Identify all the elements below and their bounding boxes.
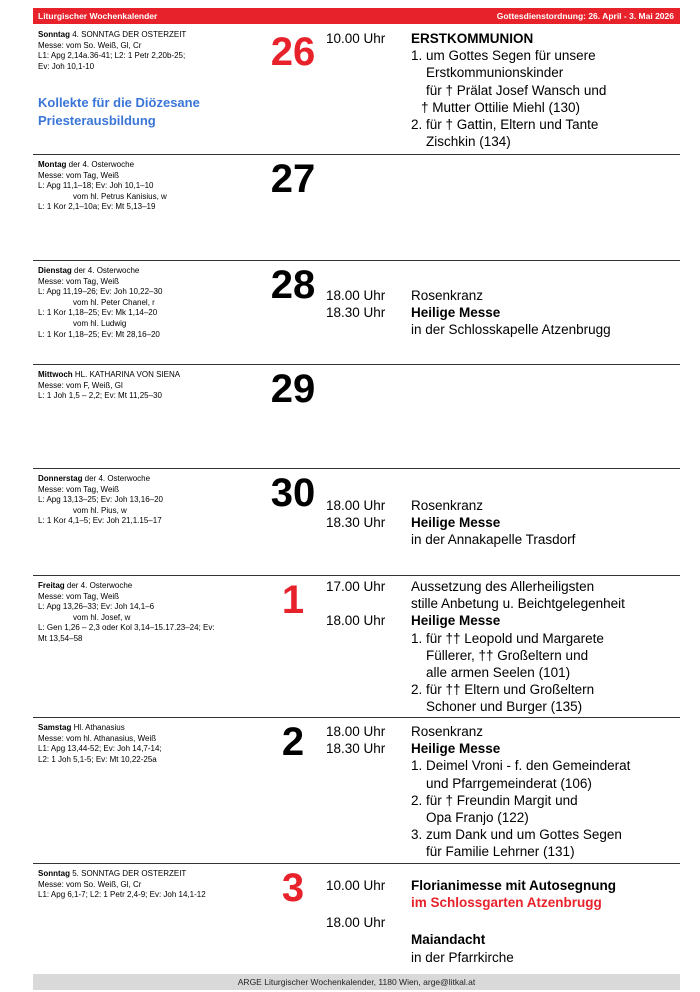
info-line: vom hl. Petrus Kanisius, w bbox=[73, 191, 167, 201]
event-line: Erstkommunionskinder bbox=[426, 65, 564, 81]
info-line: L2: 1 Joh 5,1-5; Ev: Mt 10,22-25a bbox=[38, 754, 157, 764]
info-line: Messe: vom hl. Athanasius, Weiß bbox=[38, 733, 157, 743]
info-line: L: 1 Kor 4,1–5; Ev: Joh 21,1.15–17 bbox=[38, 516, 162, 526]
day-number: 2 bbox=[281, 720, 305, 764]
event-line: 1. um Gottes Segen für unsere bbox=[411, 48, 596, 64]
time: 18.00 Uhr bbox=[326, 498, 386, 513]
info-line: Messe: vom F, Weiß, Gl bbox=[38, 380, 123, 390]
info-line: L: Apg 11,19–26; Ev: Joh 10,22–30 bbox=[38, 287, 163, 297]
day-number: 29 bbox=[270, 367, 316, 411]
info-line: Messe: vom Tag, Weiß bbox=[38, 170, 120, 180]
calendar-header bbox=[33, 8, 680, 24]
time: 18.00 Uhr bbox=[326, 288, 386, 303]
event-line: Opa Franjo (122) bbox=[426, 810, 529, 826]
time: 10.00 Uhr bbox=[326, 878, 386, 893]
weekday: Montag bbox=[38, 160, 67, 169]
weekday: Dienstag bbox=[38, 266, 72, 275]
liturgy-info bbox=[38, 474, 258, 527]
event-line: ERSTKOMMUNION bbox=[411, 31, 534, 46]
time: 18.00 Uhr bbox=[326, 613, 386, 629]
day-number: 30 bbox=[270, 471, 316, 515]
event-spacer bbox=[411, 911, 681, 931]
info-line: L: 1 Kor 2,1–10a; Ev: Mt 5,13–19 bbox=[38, 202, 156, 212]
times bbox=[326, 30, 385, 47]
liturgy-info bbox=[38, 723, 258, 765]
event-line: 2. für † Gattin, Eltern und Tante bbox=[411, 117, 599, 133]
time: 17.00 Uhr bbox=[326, 579, 386, 594]
day-title: 4. SONNTAG DER OSTERZEIT bbox=[70, 30, 187, 39]
day-number: 26 bbox=[270, 30, 316, 74]
info-line: L: 1 Joh 1,5 – 2,2; Ev: Mt 11,25–30 bbox=[38, 391, 162, 401]
time: 18.00 Uhr bbox=[326, 915, 386, 931]
event-line: Aussetzung des Allerheiligsten bbox=[411, 579, 595, 594]
event-line: Maiandacht bbox=[411, 932, 486, 948]
info-line: Messe: vom Tag, Weiß bbox=[38, 276, 120, 286]
weekday: Mittwoch bbox=[38, 370, 73, 379]
liturgy-info bbox=[38, 30, 258, 72]
event-line: und Pfarrgemeinderat (106) bbox=[426, 775, 592, 791]
day-block-sonntag-26 bbox=[33, 24, 680, 155]
day-number: 3 bbox=[281, 866, 305, 910]
header-left: Liturgischer Wochenkalender bbox=[38, 11, 158, 21]
time: 18.30 Uhr bbox=[326, 741, 386, 757]
event-line: für Familie Lehrner (131) bbox=[426, 844, 575, 860]
times bbox=[326, 877, 385, 931]
event-line: 3. zum Dank und um Gottes Segen bbox=[411, 827, 622, 843]
event bbox=[411, 723, 681, 861]
event-line: Florianimesse mit Autosegnung bbox=[411, 878, 617, 893]
day-title: der 4. Osterwoche bbox=[71, 266, 140, 275]
day-title: HL. KATHARINA VON SIENA bbox=[72, 370, 181, 379]
event bbox=[411, 30, 681, 150]
info-line: Messe: vom Tag, Weiß bbox=[38, 591, 120, 601]
day-block-montag-27 bbox=[33, 154, 680, 261]
info-line: L1: Apg 2,14a.36-41; L2: 1 Petr 2,20b-25; bbox=[38, 51, 186, 61]
event-line: Schoner und Burger (135) bbox=[426, 699, 583, 715]
event-line: alle armen Seelen (101) bbox=[426, 665, 571, 681]
event-line: Heilige Messe bbox=[411, 515, 501, 531]
event-line: 2. für † Freundin Margit und bbox=[411, 792, 578, 808]
info-line: L1: Apg 6,1-7; L2: 1 Petr 2,4-9; Ev: Joh 14,1-12 bbox=[38, 890, 206, 900]
weekday: Sonntag bbox=[38, 869, 70, 878]
day-block-freitag-1 bbox=[33, 575, 680, 718]
event-line: Füllerer, †† Großeltern und bbox=[426, 647, 589, 663]
event-line: in der Pfarrkirche bbox=[411, 949, 514, 965]
event-line: in der Annakapelle Trasdorf bbox=[411, 532, 576, 548]
day-number: 1 bbox=[281, 578, 305, 622]
time: 18.30 Uhr bbox=[326, 515, 386, 531]
liturgy-info bbox=[38, 266, 258, 340]
info-line: vom hl. Peter Chanel, r bbox=[73, 297, 155, 307]
day-number: 27 bbox=[270, 157, 316, 201]
info-line: L: Gen 1,26 – 2,3 oder Kol 3,14–15.17.23–24; Ev: bbox=[38, 623, 215, 633]
weekday: Sonntag bbox=[38, 30, 70, 39]
info-line: vom hl. Ludwig bbox=[73, 318, 127, 328]
day-title: Hl. Athanasius bbox=[71, 723, 125, 732]
event-line: Rosenkranz bbox=[411, 288, 484, 303]
event-line: für † Prälat Josef Wansch und bbox=[426, 82, 607, 98]
event bbox=[411, 877, 681, 966]
day-block-sonntag-3 bbox=[33, 863, 680, 963]
event-line: Heilige Messe bbox=[411, 741, 501, 757]
day-block-mittwoch-29 bbox=[33, 364, 680, 469]
time: 10.00 Uhr bbox=[326, 31, 386, 46]
event bbox=[411, 287, 681, 339]
info-line: L: Apg 13,13–25; Ev: Joh 13,16–20 bbox=[38, 495, 163, 505]
kollekte-note: Kollekte für die Diözesane Priesterausbildung bbox=[38, 95, 200, 128]
day-block-dienstag-28 bbox=[33, 260, 680, 365]
event-line: 1. Deimel Vroni - f. den Gemeinderat bbox=[411, 758, 631, 774]
day-title: der 4. Osterwoche bbox=[82, 474, 151, 483]
footer: ARGE Liturgischer Wochenkalender, 1180 Wien, arge@litkal.at bbox=[33, 974, 680, 990]
info-line: L: 1 Kor 1,18–25; Ev: Mt 28,16–20 bbox=[38, 329, 160, 339]
info-line: L: Apg 11,1–18; Ev: Joh 10,1–10 bbox=[38, 181, 154, 191]
event-line: Heilige Messe bbox=[411, 613, 501, 629]
liturgy-info bbox=[38, 370, 258, 402]
time: 18.30 Uhr bbox=[326, 305, 386, 321]
day-title: 5. SONNTAG DER OSTERZEIT bbox=[70, 869, 187, 878]
time-spacer bbox=[326, 894, 385, 914]
event-line: Heilige Messe bbox=[411, 305, 501, 321]
day-block-samstag-2 bbox=[33, 717, 680, 864]
info-line: Messe: vom Tag, Weiß bbox=[38, 484, 120, 494]
info-line: vom hl. Josef, w bbox=[73, 612, 131, 622]
times bbox=[326, 723, 385, 757]
event bbox=[411, 497, 681, 549]
times bbox=[326, 578, 385, 630]
weekday: Donnerstag bbox=[38, 474, 83, 483]
info-line: vom hl. Pius, w bbox=[73, 505, 127, 515]
event bbox=[411, 578, 681, 716]
event-line: Rosenkranz bbox=[411, 498, 484, 513]
weekday: Freitag bbox=[38, 581, 65, 590]
liturgy-info bbox=[38, 160, 258, 213]
info-line: L1: Apg 13,44-52; Ev: Joh 14,7-14; bbox=[38, 744, 162, 754]
time-spacer bbox=[326, 595, 385, 612]
day-title: der 4. Osterwoche bbox=[64, 581, 133, 590]
weekday: Samstag bbox=[38, 723, 72, 732]
day-title: der 4. Osterwoche bbox=[66, 160, 135, 169]
info-line: Messe: vom So. Weiß, Gl, Cr bbox=[38, 40, 142, 50]
info-line: Messe: vom So. Weiß, Gl, Cr bbox=[38, 879, 142, 889]
day-block-donnerstag-30 bbox=[33, 468, 680, 576]
event-line: 1. für †† Leopold und Margarete bbox=[411, 630, 604, 646]
info-line: Mt 13,54–58 bbox=[38, 633, 83, 643]
time: 18.00 Uhr bbox=[326, 724, 386, 739]
event-line: † Mutter Ottilie Miehl (130) bbox=[421, 99, 581, 115]
liturgy-info bbox=[38, 581, 258, 645]
times bbox=[326, 287, 385, 321]
times bbox=[326, 497, 385, 531]
header-right: Gottesdienstordnung: 26. April - 3. Mai 2026 bbox=[496, 11, 674, 21]
info-line: L: 1 Kor 1,18–25; Ev: Mk 1,14–20 bbox=[38, 308, 158, 318]
event-line: Rosenkranz bbox=[411, 724, 484, 739]
day-number: 28 bbox=[270, 263, 316, 307]
event-line: Zischkin (134) bbox=[426, 134, 511, 150]
info-line: L: Apg 13,26–33; Ev: Joh 14,1–6 bbox=[38, 602, 155, 612]
event-line: im Schlossgarten Atzenbrugg bbox=[411, 895, 602, 911]
event-line: in der Schlosskapelle Atzenbrugg bbox=[411, 322, 611, 338]
event-line: stille Anbetung u. Beichtgelegenheit bbox=[411, 596, 625, 612]
info-line: Ev: Joh 10,1-10 bbox=[38, 61, 95, 71]
event-line: 2. für †† Eltern und Großeltern bbox=[411, 682, 595, 698]
